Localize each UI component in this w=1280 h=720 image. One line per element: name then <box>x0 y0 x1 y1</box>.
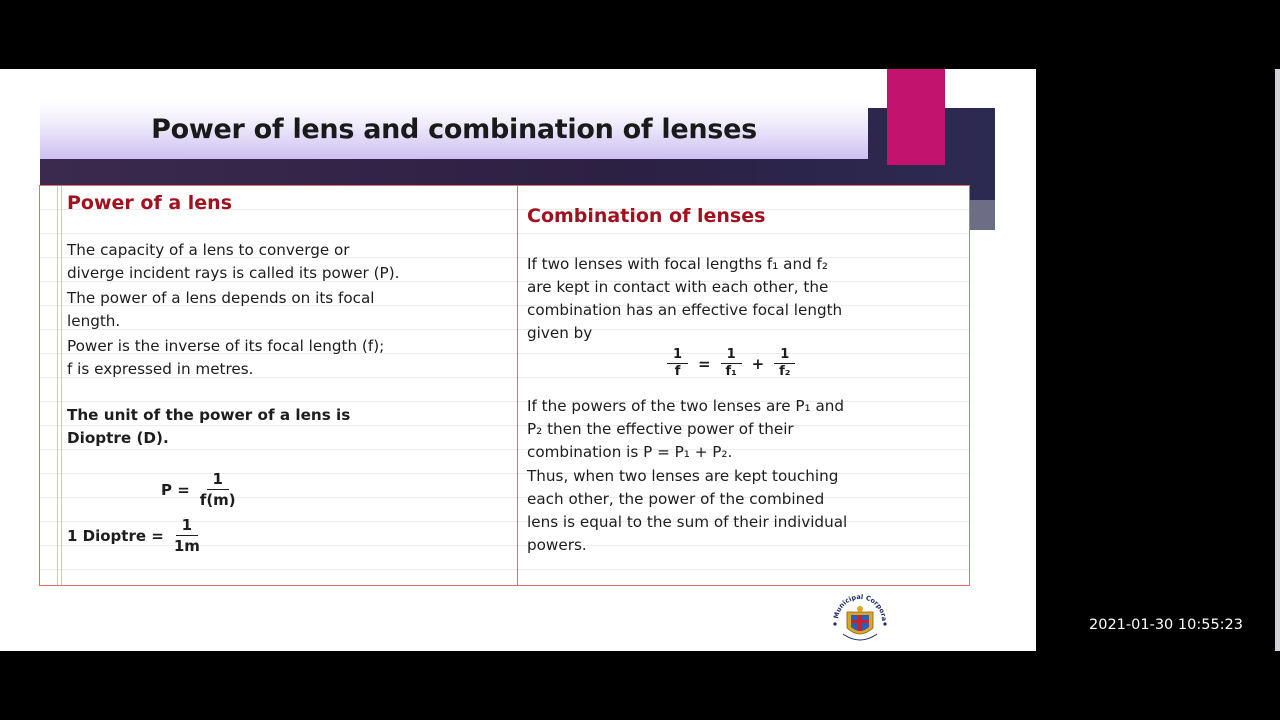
effective-power-paragraph: If the powers of the two lenses are P₁ and P₂ then the effective power of their combination is P = P₁ + P₂. <box>527 397 845 461</box>
panel-heading: Combination of lenses <box>527 205 766 227</box>
second-term-fraction: $\frac{1}{\text{f₂}}$ <box>774 348 795 379</box>
slide-title: Power of lens and combination of lenses <box>151 114 757 145</box>
band-accent-tab <box>968 200 995 230</box>
inverse-paragraph: Power is the inverse of its focal length (f); f is expressed in metres. <box>67 337 385 378</box>
magenta-accent-block <box>887 69 945 165</box>
unit-paragraph: The unit of the power of a lens is Dioptre (D). <box>67 406 351 447</box>
panel-heading: Power of a lens <box>67 192 233 214</box>
title-banner <box>40 100 868 159</box>
window-edge-strip <box>1275 69 1280 651</box>
municipal-corporation-logo <box>829 590 891 652</box>
focal-length-formula: $\frac{1}{f}$ = $\frac{1}{\text{f₁}}$ + $\frac{1}{\text{f₂}}$ <box>663 348 799 379</box>
notebook-margin-line <box>57 186 58 585</box>
svg-text:Municipal Corporation: Municipal Corpora <box>832 592 889 622</box>
notebook-margin-line <box>61 186 62 585</box>
combination-of-lenses-panel <box>517 185 970 586</box>
dioptre-fraction: $\frac{1}{1m}$ <box>173 516 200 555</box>
power-formula: P = $\frac{1}{f(m)}$ <box>161 470 236 509</box>
power-fraction: $\frac{1}{f(m)}$ <box>199 470 236 509</box>
emblem-icon <box>829 590 891 652</box>
first-term-fraction: $\frac{1}{\text{f₁}}$ <box>721 348 742 379</box>
dioptre-formula: 1 Dioptre = $\frac{1}{1m}$ <box>67 516 200 555</box>
focal-length-paragraph: If two lenses with focal lengths f₁ and f₂ are kept in contact with each other, the combination has an effective focal length given by <box>527 255 843 342</box>
power-of-lens-panel <box>39 185 518 586</box>
definition-paragraph: The capacity of a lens to converge or diverge incident rays is called its power (P). <box>67 241 400 282</box>
lhs-fraction: $\frac{1}{f}$ <box>667 348 688 379</box>
recording-timestamp: 2021-01-30 10:55:23 <box>1089 617 1243 633</box>
summary-paragraph: Thus, when two lenses are kept touching each other, the power of the combined lens is equal to the sum of their individual powers. <box>527 467 848 554</box>
dependency-paragraph: The power of a lens depends on its focal length. <box>67 289 375 330</box>
